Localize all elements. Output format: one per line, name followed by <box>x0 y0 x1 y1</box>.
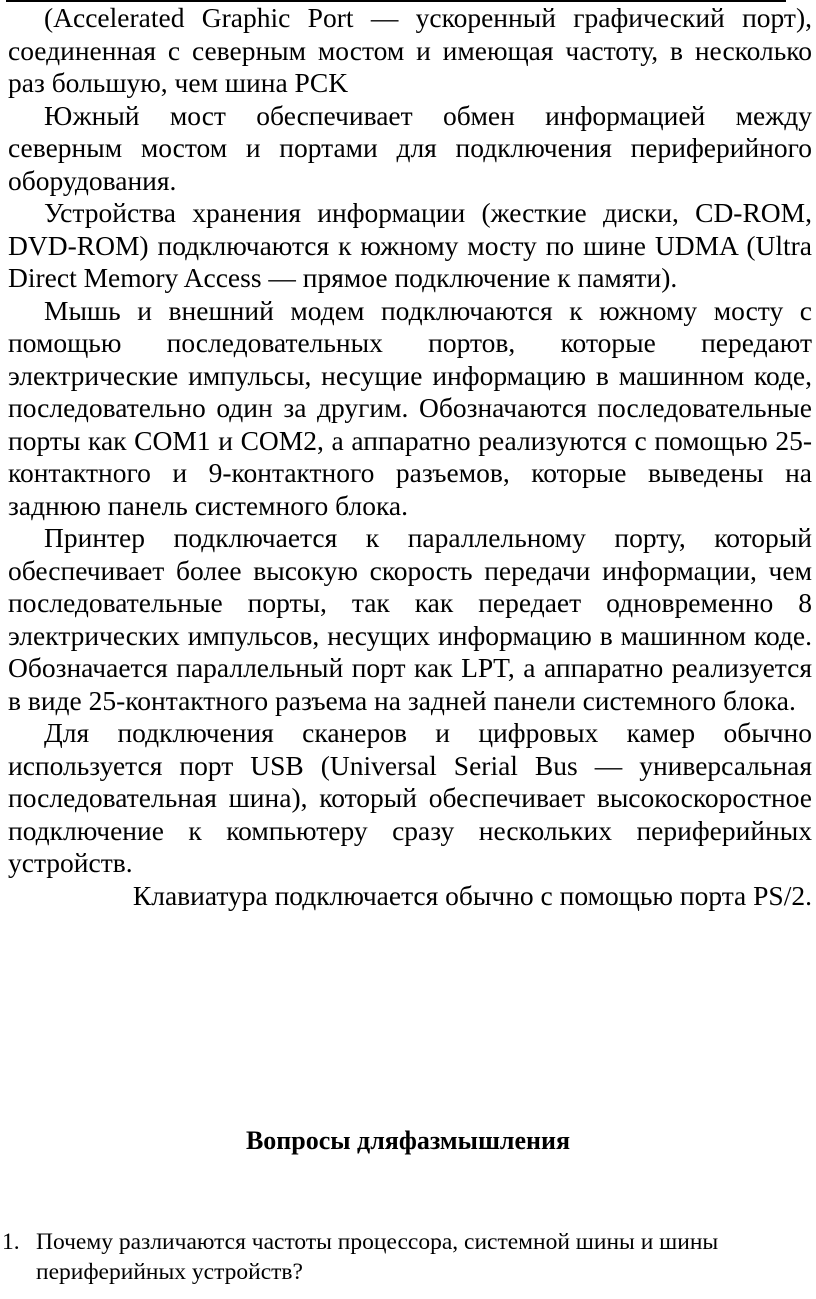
paragraph-serial-ports: Мышь и внешний модем подключаются к южному мосту с помощью последовательных портов, которые передают электрические импульсы, несущие информацию в машинном коде, последовательно один за другим. Обозначаются последовательные порты как COM1 и COM2, а аппаратно реализуются с помощью 25-контактного и 9-контактного разъемов, которые выведены на заднюю панель системного блока. <box>8 294 812 521</box>
question-number: 1. <box>2 1229 20 1255</box>
question-text: Почему различаются частоты процессора, системной шины и шины периферийных устройств? <box>36 1229 719 1285</box>
paragraph-agp: (Accelerated Graphic Port — ускоренный графический порт), соединенная с северным мостом и имеющая частоту, в несколько раз большую, чем шина PCK <box>8 2 812 98</box>
paragraph-usb: Для подключения сканеров и цифровых камер обычно используется порт USB (Universal Serial Bus — универсальная последовательная шина), который обеспечивает высокоскоростное подключение к компьютеру сразу нескольких периферийных устройств. <box>8 717 812 878</box>
paragraph-parallel-port: Принтер подключается к параллельному порту, который обеспечивает более высокую скорость передачи информации, чем последовательные порты, так как передает одновременно 8 электрических импульсов, несущих информацию в машинном коде. Обозначается параллельный порт как LPT, а аппаратно реализуется в виде 25-контактного разъема на задней панели системного блока. <box>8 522 812 716</box>
questions-heading: Вопросы дляфазмышления <box>245 1126 571 1155</box>
question-item <box>0 1227 800 1287</box>
paragraph-storage-devices: Устройства хранения информации (жесткие диски, CD-ROM, DVD-ROM) подключаются к южному мосту по шине UDMA (Ultra Direct Memory Access — прямое подключение к памяти). <box>8 197 812 293</box>
paragraph-keyboard: Клавиатура подключается обычно с помощью порта PS/2. <box>132 879 812 911</box>
document-body <box>8 2 812 912</box>
paragraph-south-bridge: Южный мост обеспечивает обмен информацией между северным мостом и портами для подключения периферийного оборудования. <box>8 99 812 196</box>
